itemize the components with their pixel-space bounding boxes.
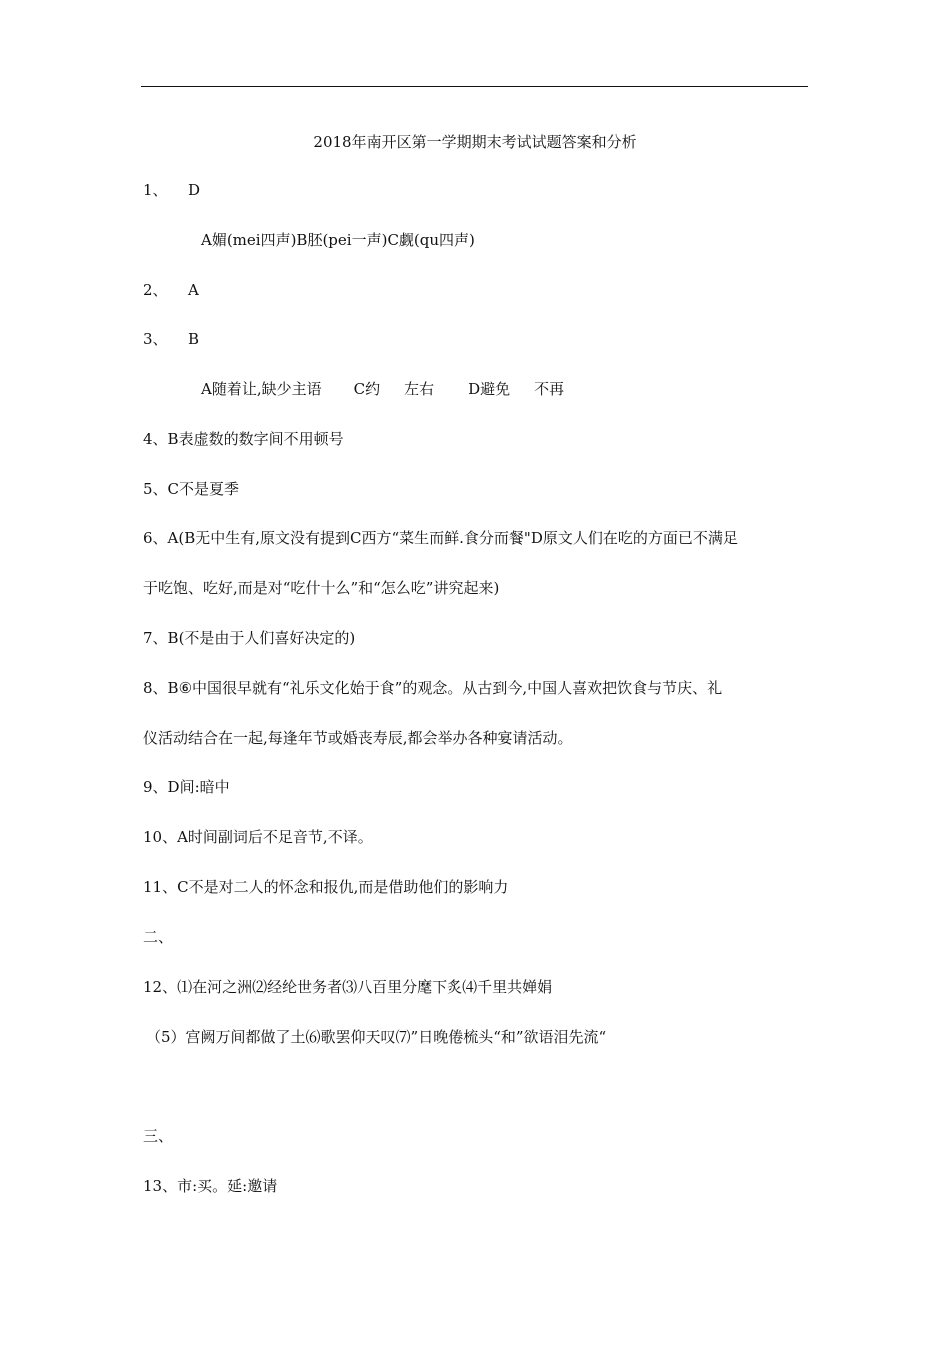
answer-7: 7、B(不是由于人们喜好决定的): [143, 629, 356, 647]
answer-3-note-c1: C约: [353, 380, 381, 398]
answer-4: 4、B表虚数的数字间不用顿号: [143, 430, 344, 448]
answer-1-choice: D: [188, 181, 201, 199]
answer-12-line-2: （5）宫阙万间都做了土⑹歌罢仰天叹⑺”日晚倦梳头“和”欲语泪先流“: [146, 1028, 607, 1046]
answer-12-line-1: 12、⑴在河之洲⑵经纶世务者⑶八百里分麾下炙⑷千里共婵娟: [143, 978, 553, 996]
answer-6-line-1: 6、A(B无中生有,原文没有提到C西方“菜生而鲜.食分而餐"D原文人们在吃的方面已不满足: [143, 529, 738, 547]
answer-3-note-c2: 左右: [404, 380, 435, 398]
answer-8-line-2: 仪活动结合在一起,每逢年节或婚丧寿辰,都会举办各种宴请活动。: [143, 729, 573, 747]
answer-5: 5、C不是夏季: [143, 480, 240, 498]
answer-1-explanation: A媚(mei四声)B胚(pei一声)C觑(qu四声): [201, 231, 475, 249]
answer-3-note-d2: 不再: [534, 380, 565, 398]
answer-13: 13、市:买。延:邀请: [143, 1177, 278, 1195]
answer-1: [143, 180, 200, 200]
answer-3-note-a: A随着让,缺少主语: [201, 380, 322, 398]
answer-8-line-1: 8、B⑥中国很早就有“礼乐文化始于食”的观念。从古到今,中国人喜欢把饮食与节庆、礼: [143, 679, 723, 697]
answer-3-number: 3、: [143, 330, 168, 348]
answer-3-note-d1: D避免: [468, 380, 511, 398]
answer-2-number: 2、: [143, 281, 168, 299]
answer-2: [143, 280, 199, 300]
answer-3-explanation: [201, 379, 564, 399]
answer-11: 11、C不是对二人的怀念和报仇,而是借助他们的影响力: [143, 878, 509, 896]
page-title: 2018年南开区第一学期期末考试试题答案和分析: [313, 133, 637, 151]
answer-2-choice: A: [188, 281, 199, 299]
answer-3-choice: B: [188, 330, 200, 348]
header-rule: [141, 86, 808, 87]
answer-3: [143, 329, 199, 349]
answer-10: 10、A时间副词后不足音节,不译。: [143, 828, 373, 846]
section-3-heading: 三、: [143, 1127, 174, 1145]
answer-1-number: 1、: [143, 181, 168, 199]
answer-9: 9、D间:暗中: [143, 778, 230, 796]
answer-6-line-2: 于吃饱、吃好,而是对“吃什十么”和“怎么吃”讲究起来): [143, 579, 500, 597]
section-2-heading: 二、: [143, 928, 174, 946]
